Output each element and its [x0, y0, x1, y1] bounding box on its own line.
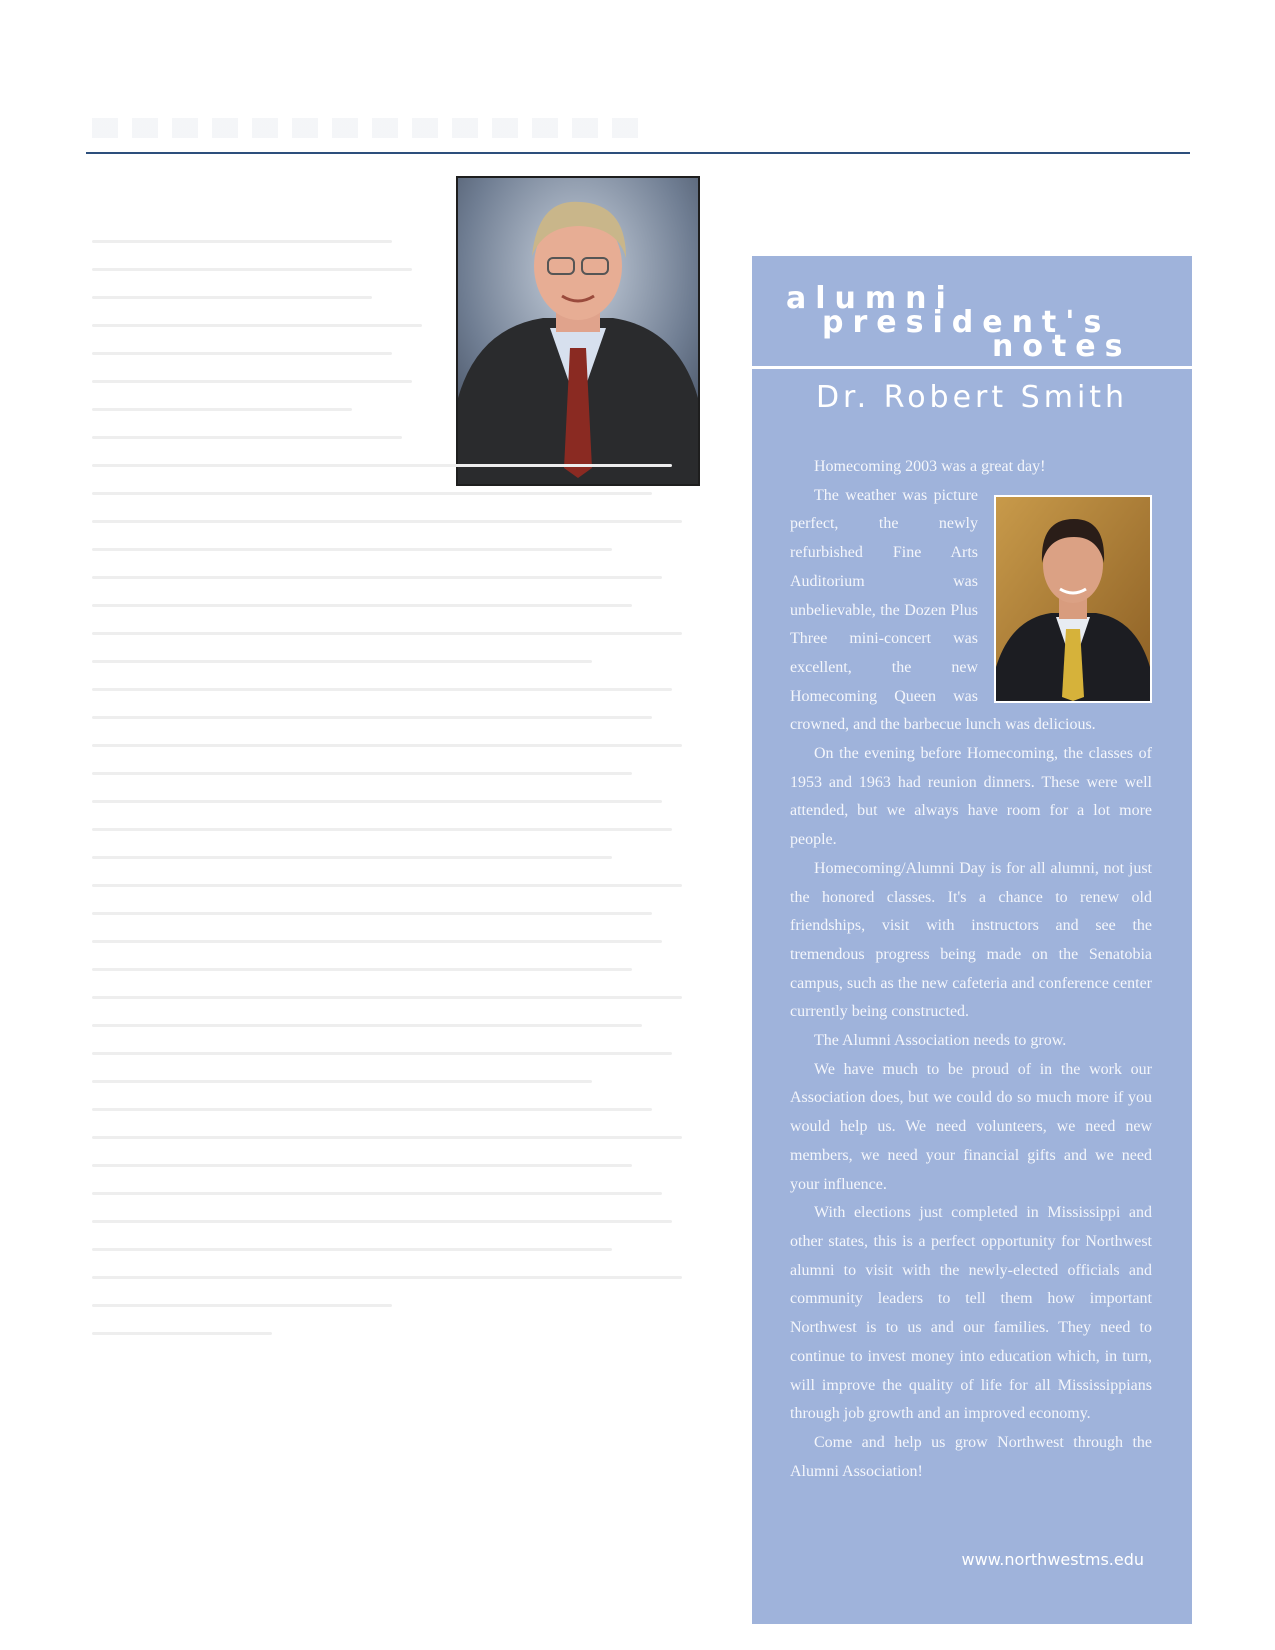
title-line-notes: notes — [992, 329, 1132, 364]
sidebar-body — [790, 453, 1152, 1486]
title-rule — [752, 366, 1192, 369]
website-link[interactable]: www.northwestms.edu — [961, 1550, 1144, 1569]
paragraph: We have much to be proud of in the work our Association does, but we could do so much more if you would help us. We need volunteers, we need new members, we need your financial gifts and we need your influence. — [790, 1060, 1152, 1193]
faded-header-text — [92, 118, 652, 138]
author-name: Dr. Robert Smith — [815, 380, 1129, 415]
paragraph: Homecoming/Alumni Day is for all alumni, not just the honored classes. It's a chance to renew old friendships, visit with instructors and see the tremendous progress being made on the Senatobia campus, such as the new cafeteria and conference center currently being constructed. — [790, 859, 1152, 1021]
paragraph: The weather was picture perfect, the newly refurbished Fine Arts Auditorium was unbelievable, the Dozen Plus Three mini-concert was excellent, the new Homecoming Queen was crowned, and the barbecue lunch was delicious. — [790, 486, 1096, 734]
faded-article-text — [92, 240, 692, 1360]
header-rule — [86, 152, 1190, 154]
paragraph: Homecoming 2003 was a great day! — [814, 458, 1046, 475]
paragraph: On the evening before Homecoming, the classes of 1953 and 1963 had reunion dinners. These were well attended, but we always have room for a lot more people. — [790, 745, 1152, 849]
paragraph: Come and help us grow Northwest through the Alumni Association! — [790, 1433, 1152, 1480]
paragraph: The Alumni Association needs to grow. — [814, 1032, 1067, 1050]
president-photo — [994, 495, 1152, 703]
title-line-alumni: alumni — [786, 281, 955, 316]
alumni-president-sidebar — [752, 256, 1192, 1624]
title-line-presidents: president's — [822, 305, 1111, 340]
paragraph: With elections just completed in Mississippi and other states, this is a perfect opportunity for Northwest alumni to visit with the newly-elected officials and community leaders to tell them how important Northwest is to us and our families. They need to continue to invest money into education which, in turn, will improve the quality of life for all Mississippians through job growth and an improved economy. — [790, 1204, 1152, 1423]
sidebar-title — [752, 256, 1192, 366]
